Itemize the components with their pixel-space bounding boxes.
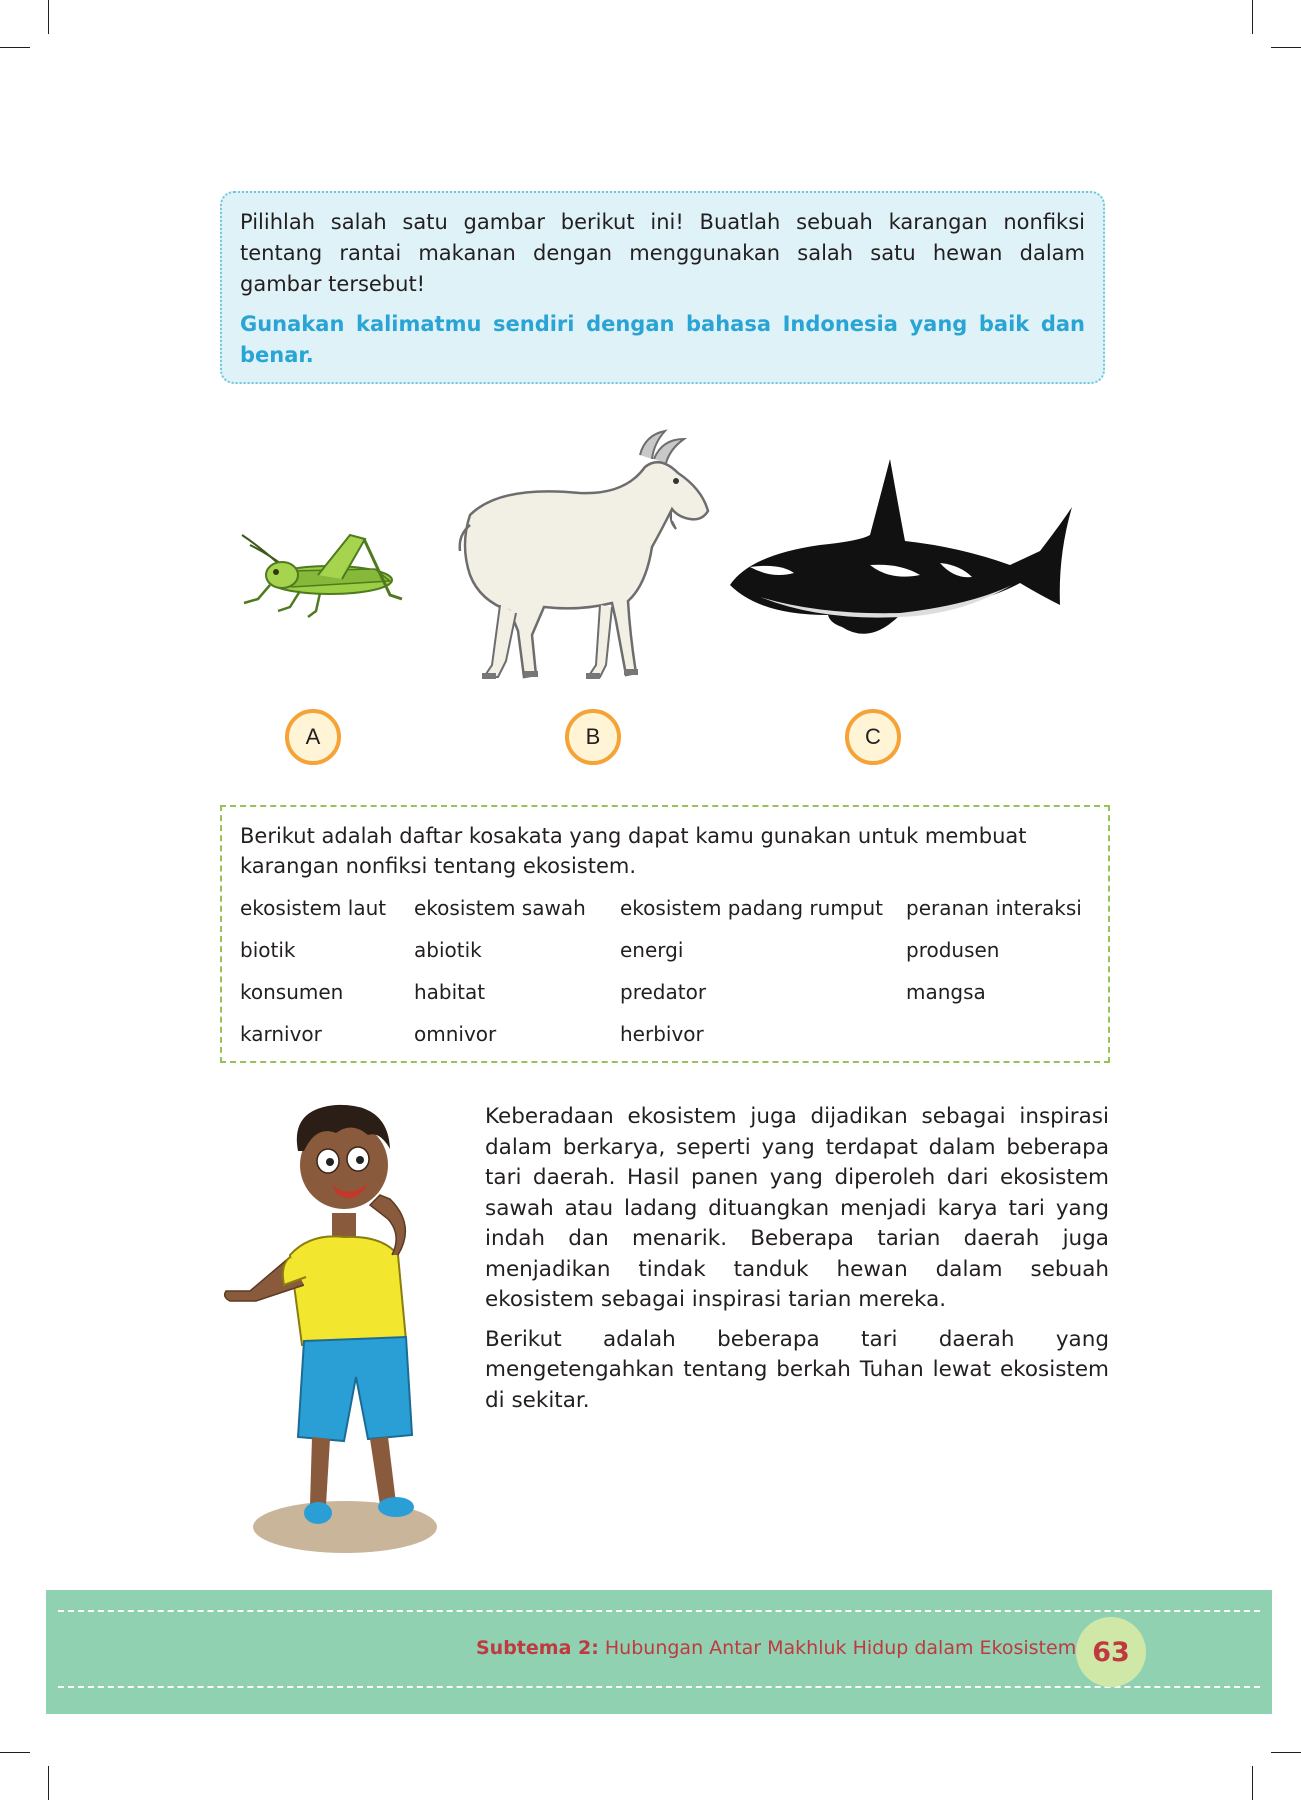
vocabulary-intro: Berikut adalah daftar kosakata yang dapat kamu gunakan untuk membuat karangan nonfiksi tentang ekosistem. — [240, 824, 1027, 878]
crop-mark — [1252, 0, 1253, 34]
instruction-box — [220, 191, 1105, 384]
boy-illustration — [220, 1095, 470, 1555]
footer-divider — [58, 1686, 1260, 1688]
page-footer — [46, 1590, 1272, 1714]
vocab-word: konsumen — [240, 980, 344, 1004]
vocab-word: biotik — [240, 938, 296, 962]
page-number: 63 — [1076, 1617, 1146, 1687]
subtema-label: Subtema 2: — [476, 1637, 599, 1659]
crop-mark — [0, 47, 30, 48]
vocab-word: produsen — [906, 938, 1000, 962]
vocab-word: predator — [620, 980, 707, 1004]
body-paragraph: Berikut adalah beberapa tari daerah yang mengetengahkan tentang berkah Tuhan lewat ekosistem di sekitar. — [485, 1326, 1109, 1413]
vocabulary-list — [240, 887, 1090, 1055]
vocab-word: ekosistem sawah — [414, 896, 586, 920]
option-label-a[interactable]: A — [285, 709, 341, 765]
vocab-word: peranan interaksi — [906, 896, 1082, 920]
crop-mark — [1271, 47, 1301, 48]
grasshopper-icon[interactable] — [230, 525, 420, 625]
crop-mark — [1252, 1766, 1253, 1800]
vocab-word: abiotik — [414, 938, 482, 962]
vocab-word: energi — [620, 938, 684, 962]
vocab-word: ekosistem padang rumput — [620, 896, 884, 920]
goat-icon[interactable] — [440, 425, 730, 695]
vocabulary-box — [220, 805, 1110, 1063]
option-label-c[interactable]: C — [845, 709, 901, 765]
crop-mark — [0, 1752, 30, 1753]
vocab-word: omnivor — [414, 1022, 497, 1046]
vocab-word: habitat — [414, 980, 486, 1004]
vocab-word: herbivor — [620, 1022, 704, 1046]
subtema-title: Hubungan Antar Makhluk Hidup dalam Ekosistem — [604, 1637, 1077, 1659]
footer-divider — [58, 1610, 1260, 1612]
option-label-b[interactable]: B — [565, 709, 621, 765]
vocab-word: ekosistem laut — [240, 896, 387, 920]
body-paragraph: Keberadaan ekosistem juga dijadikan sebagai inspirasi dalam berkarya, seperti yang terdapat dalam beberapa tari daerah. Hasil panen yang diperoleh dari ekosistem sawah atau ladang dituangkan menjadi karya tari yang indah dan menarik. Beberapa tarian daerah juga menjadikan tindak tanduk hewan dalam sebuah ekosistem sebagai inspirasi tarian mereka. — [485, 1104, 1109, 1312]
crop-mark — [48, 0, 49, 34]
vocab-word: karnivor — [240, 1022, 322, 1046]
orca-icon[interactable] — [720, 455, 1075, 650]
instruction-highlight: Gunakan kalimatmu sendiri dengan bahasa Indonesia yang baik dan benar. — [240, 312, 1085, 367]
body-text — [485, 1102, 1109, 1416]
vocab-word: mangsa — [906, 980, 986, 1004]
crop-mark — [1271, 1752, 1301, 1753]
instruction-text: Pilihlah salah satu gambar berikut ini! Buatlah sebuah karangan nonfiksi tentang rantai makanan dengan menggunakan salah satu hewan dalam gambar tersebut! — [240, 210, 1085, 296]
footer-subtema — [476, 1637, 1076, 1659]
crop-mark — [48, 1766, 49, 1800]
